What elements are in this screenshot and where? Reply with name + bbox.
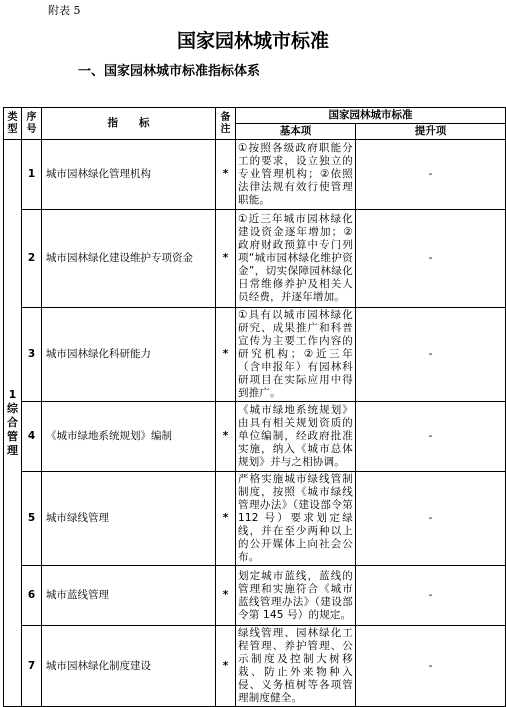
row-indicator: 城市园林绿化管理机构 [42, 140, 216, 210]
row-seq: 7 [22, 626, 42, 707]
row-indicator: 城市蓝线管理 [42, 566, 216, 626]
row-remark: * [216, 140, 236, 210]
header-indicator: 指 标 [42, 108, 216, 140]
header-seq: 序号 [22, 108, 42, 140]
header-category: 类型 [4, 108, 22, 140]
row-upgrade: - [356, 210, 506, 308]
row-basic: ①具有以城市园林绿化研究、成果推广和科普宣传为主要工作内容的研究机构；②近三年（含申报年）有园林科研项目在实际应用中得到推广。 [236, 308, 356, 402]
header-remark: 备注 [216, 108, 236, 140]
row-remark: * [216, 626, 236, 707]
row-upgrade: - [356, 402, 506, 472]
category-name: 综合管理 [7, 402, 18, 457]
row-indicator: 城市绿线管理 [42, 472, 216, 566]
row-remark: * [216, 210, 236, 308]
row-seq: 5 [22, 472, 42, 566]
table-row [4, 140, 506, 210]
row-indicator: 城市园林绿化建设维护专项资金 [42, 210, 216, 308]
page-title: 国家园林城市标准 [176, 30, 329, 52]
row-indicator: 城市园林绿化科研能力 [42, 308, 216, 402]
row-seq: 2 [22, 210, 42, 308]
row-seq: 6 [22, 566, 42, 626]
row-seq: 4 [22, 402, 42, 472]
row-remark: * [216, 308, 236, 402]
row-upgrade: - [356, 308, 506, 402]
row-remark: * [216, 402, 236, 472]
row-basic: ①近三年城市园林绿化建设资金逐年增加；②政府财政预算中专门列项“城市园林绿化维护资金”，切实保障园林绿化日常维修养护及相关人员经费，并逐年增加。 [236, 210, 356, 308]
category-cell [4, 140, 22, 707]
row-seq: 3 [22, 308, 42, 402]
section-title: 一、国家园林城市标准指标体系 [78, 64, 261, 79]
header-upgrade: 提升项 [356, 124, 506, 140]
row-upgrade: - [356, 140, 506, 210]
row-indicator: 城市园林绿化制度建设 [42, 626, 216, 707]
table-row [4, 566, 506, 626]
row-basic: 绿线管理、园林绿化工程管理、养护管理、公示制度及控制大树移栽、防止外来物种入侵、义务植树等各项管理制度健全。 [236, 626, 356, 707]
header-standard: 国家园林城市标准 [236, 108, 506, 124]
table-row [4, 626, 506, 707]
standards-table [3, 107, 506, 707]
row-seq: 1 [22, 140, 42, 210]
row-basic: 划定城市蓝线，蓝线的管理和实施符合《城市蓝线管理办法》（建设部令第 145 号）的规定。 [236, 566, 356, 626]
table-row [4, 472, 506, 566]
table-row [4, 210, 506, 308]
row-upgrade: - [356, 566, 506, 626]
header-basic: 基本项 [236, 124, 356, 140]
row-remark: * [216, 472, 236, 566]
table-row [4, 402, 506, 472]
category-num: 1 [8, 388, 17, 401]
annex-label: 附表 5 [48, 4, 81, 17]
row-indicator: 《城市绿地系统规划》编制 [42, 402, 216, 472]
row-upgrade: - [356, 626, 506, 707]
table-row [4, 308, 506, 402]
row-basic: ①按照各级政府职能分工的要求，设立独立的专业管理机构；②依照法律法规有效行使管理职能。 [236, 140, 356, 210]
row-remark: * [216, 566, 236, 626]
row-basic: 严格实施城市绿线管制制度，按照《城市绿线管理办法》（建设部令第 112 号）要求划定绿线，并在至少两种以上的公开媒体上向社会公布。 [236, 472, 356, 566]
row-basic: 《城市绿地系统规划》由具有相关规划资质的单位编制，经政府批准实施，纳入《城市总体规划》并与之相协调。 [236, 402, 356, 472]
row-upgrade: - [356, 472, 506, 566]
